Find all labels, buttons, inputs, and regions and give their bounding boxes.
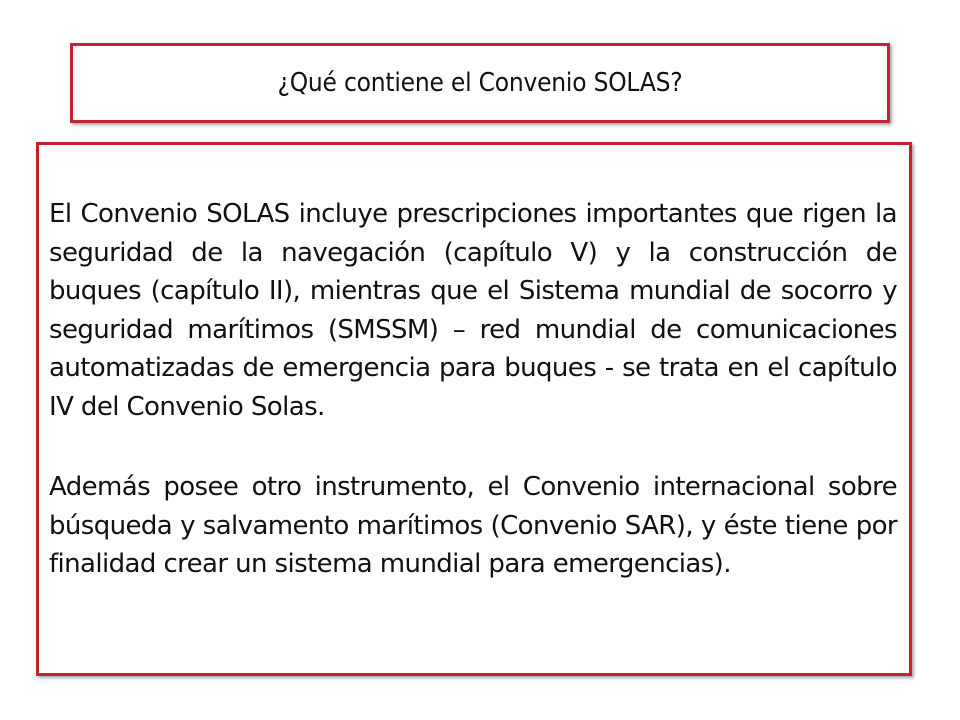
- slide-title: ¿Qué contiene el Convenio SOLAS?: [277, 68, 683, 98]
- title-box: [70, 43, 890, 123]
- paragraph-sar-convention: Además posee otro instrumento, el Convenio internacional sobre búsqueda y salvamento marítimos (Convenio SAR), y éste tiene por finalidad crear un sistema mundial para emergencias).: [49, 472, 897, 579]
- content-box: [36, 142, 912, 676]
- paragraph-solas-overview: El Convenio SOLAS incluye prescripciones importantes que rigen la seguridad de la navegación (capítulo V) y la construcción de buques (capítulo II), mientras que el Sistema mundial de socorro y seguridad marítimos (SMSSM) – red mundial de comunicaciones automatizadas de emergencia para buques - se trata en el capítulo IV del Convenio Solas.: [49, 199, 897, 422]
